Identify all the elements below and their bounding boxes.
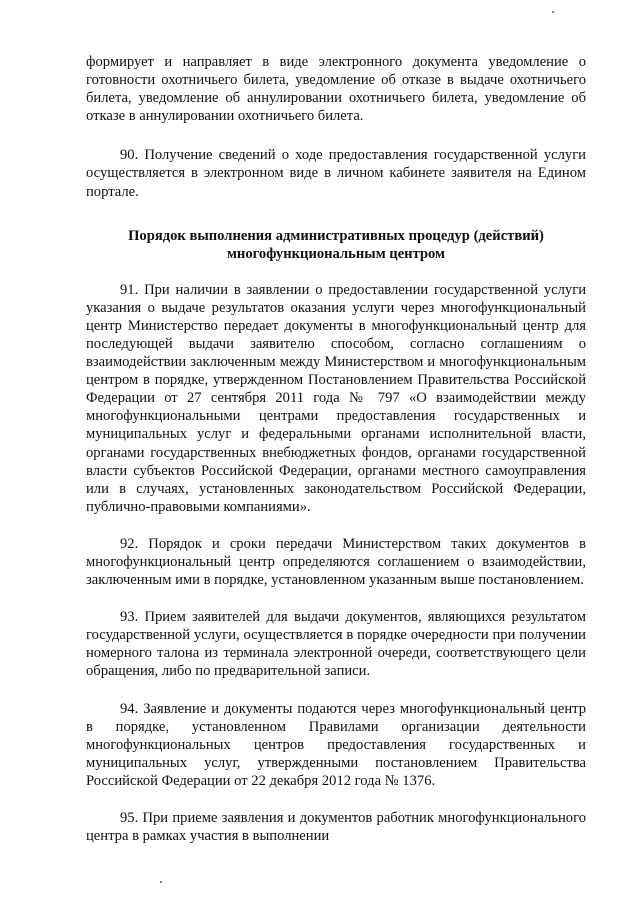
section-heading-line-2: многофункциональным центром: [226, 245, 445, 262]
scan-speck-bottom: [160, 881, 162, 883]
scan-speck-top-right: [552, 11, 554, 13]
paragraph-93: 93. Прием заявителей для выдачи документов, являющихся результатом государственной услуги, осуществляется в порядке очередности при получении номерного талона из терминала электронной очереди, соответствующего цели обращения, либо по предварительной записи.: [86, 609, 586, 680]
paragraph-94: 94. Заявление и документы подаются через многофункциональный центр в порядке, установленном Правилами организации деятельности многофункциональных центров предоставления государственных и муниципальных услуг, утвержденными постановлением Правительства Российской Федерации от 22 декабря 2012 года № 1376.: [86, 700, 586, 789]
continuation-paragraph: формирует и направляет в виде электронного документа уведомление о готовности охотничьего билета, уведомление об отказе в выдаче охотничьего билета, уведомление об аннулировании охотничьего билета, уведомление об отказе в аннулировании охотничьего билета.: [86, 54, 586, 125]
paragraph-91: 91. При наличии в заявлении о предоставлении государственной услуги указания о выдаче результатов оказания услуги через многофункциональный центр Министерство передает документы в многофункциональный центр для последующей выдачи заявителю способом, согласно соглашениям о взаимодействии заключенным между Министерством и многофункциональным центром в порядке, утвержденном Постановлением Правительства Российской Федерации от 27 сентября 2011 года № 797 «О взаимодействии между многофункциональными центрами предоставления государственных и муниципальных услуг и федеральными органами исполнительной власти, органами государственных внебюджетных фондов, органами государственной власти субъектов Российской Федерации, органами местного самоуправления или в случаях, установленных законодательством Российской Федерации, публично-правовыми компаниями».: [86, 281, 586, 515]
document-page: [86, 53, 586, 845]
paragraph-95: 95. При приеме заявления и документов работник многофункционального центра в рамках участия в выполнении: [86, 810, 586, 845]
section-heading: [86, 227, 586, 263]
paragraph-92: 92. Порядок и сроки передачи Министерством таких документов в многофункциональный центр определяются соглашением о взаимодействии, заключенным ими в порядке, установленном указанным выше постановлением.: [86, 535, 586, 589]
section-heading-line-1: Порядок выполнения административных процедур (действий): [128, 227, 544, 244]
paragraph-90: 90. Получение сведений о ходе предоставления государственной услуги осуществляется в электронном виде в личном кабинете заявителя на Едином портале.: [86, 147, 586, 200]
